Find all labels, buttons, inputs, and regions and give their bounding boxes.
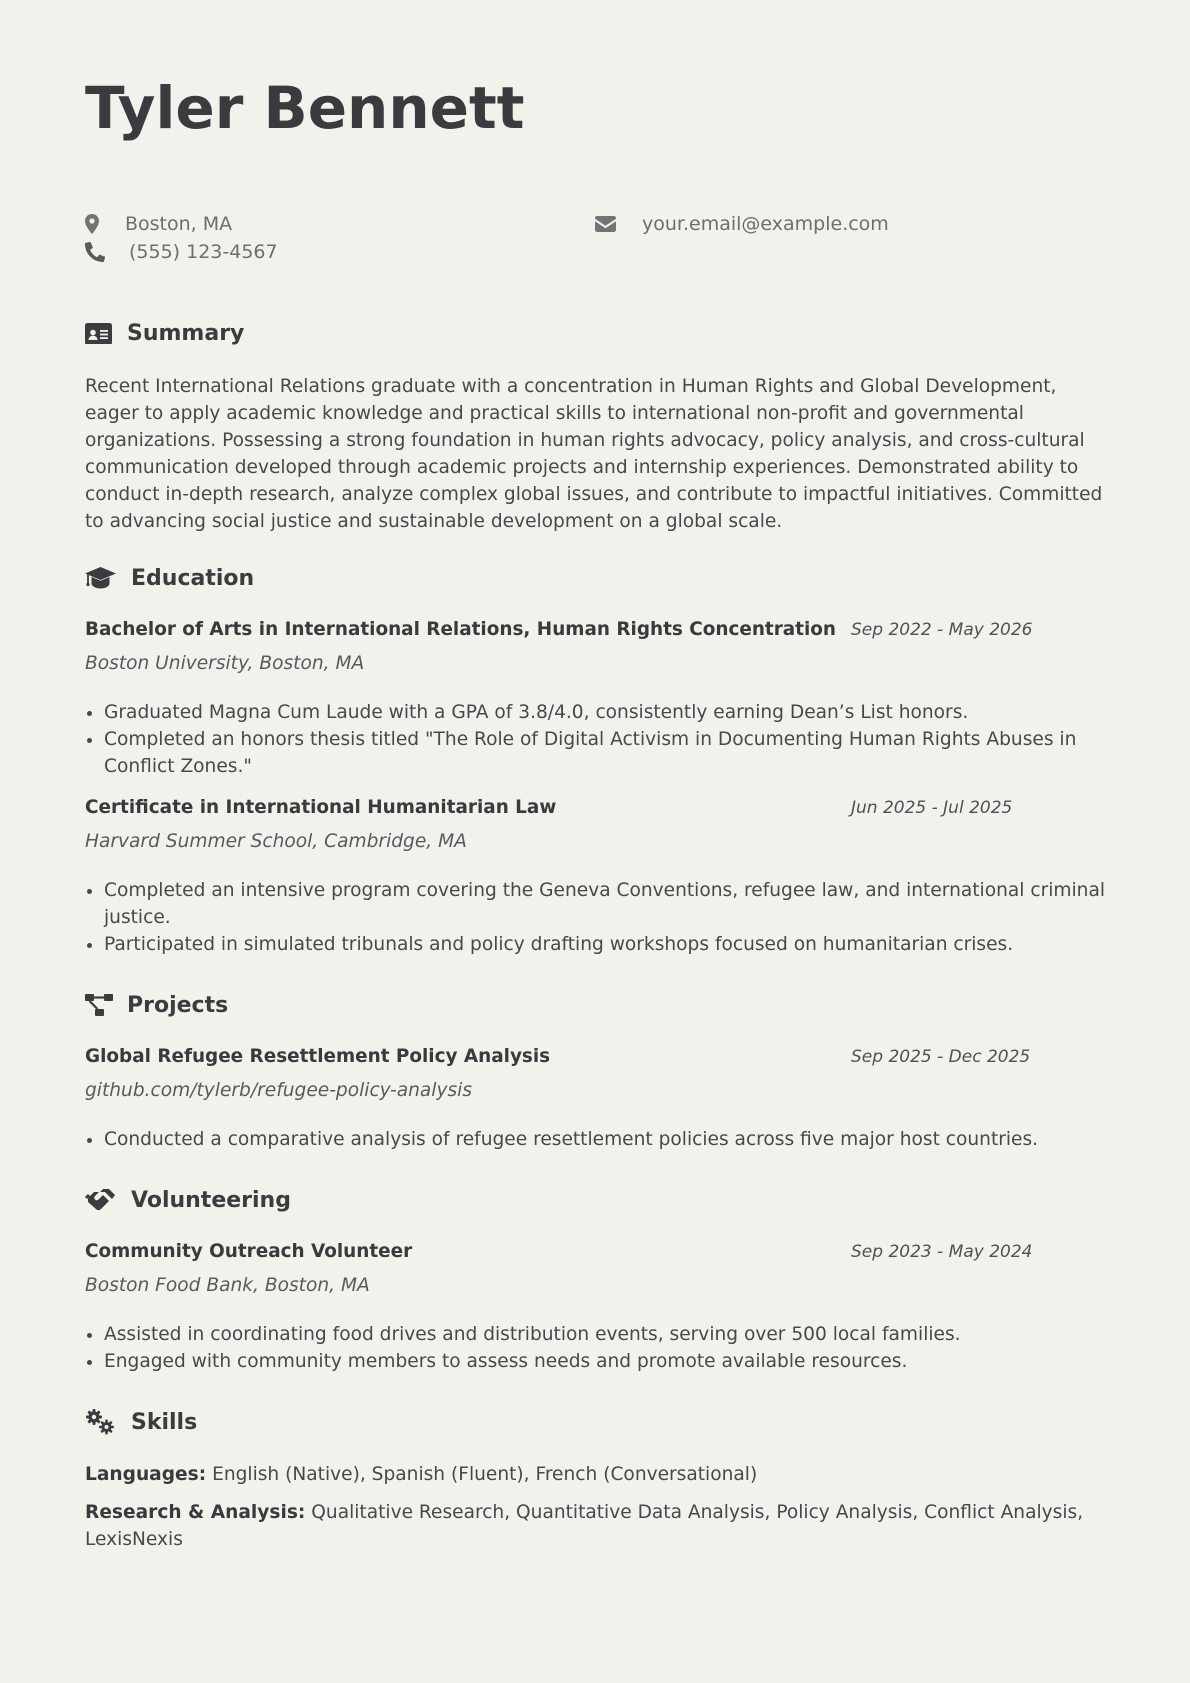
volunteering-heading [85, 1187, 291, 1213]
entry-title: Bachelor of Arts in International Relations, Human Rights Concentration [85, 619, 836, 640]
bullet-item: Completed an honors thesis titled "The Role of Digital Activism in Documenting Human Rights Abuses in Conflict Zones." [85, 726, 1105, 780]
projects-title: Projects [127, 992, 229, 1018]
entry-title: Community Outreach Volunteer [85, 1241, 413, 1262]
phone-icon [85, 241, 105, 263]
entry-subtitle: Harvard Summer School, Cambridge, MA [85, 831, 467, 852]
handshake-icon [85, 1187, 117, 1213]
education-title: Education [131, 565, 255, 591]
bullet-item: Assisted in coordinating food drives and distribution events, serving over 500 local families. [85, 1321, 1105, 1348]
contact-email [595, 211, 889, 237]
education-heading [85, 565, 254, 591]
graduation-cap-icon [85, 565, 117, 591]
candidate-name: Tyler Bennett [85, 74, 525, 142]
gears-icon [85, 1409, 117, 1435]
entry-title: Certificate in International Humanitarian Law [85, 797, 557, 818]
entry-bullets [85, 1126, 1105, 1153]
entry-subtitle: Boston Food Bank, Boston, MA [85, 1275, 370, 1296]
phone-text: (555) 123-4567 [129, 241, 278, 263]
skill-value: English (Native), Spanish (Fluent), French (Conversational) [212, 1464, 758, 1485]
skills-title: Skills [131, 1409, 198, 1435]
entry-bullets [85, 699, 1105, 780]
bullet-item: Completed an intensive program covering the Geneva Conventions, refugee law, and international criminal justice. [85, 877, 1105, 931]
project-link[interactable]: github.com/tylerb/refugee-policy-analysis [85, 1080, 473, 1101]
skill-research [85, 1499, 1105, 1553]
entry-date: Sep 2025 - Dec 2025 [851, 1047, 1031, 1067]
skill-label: Research & Analysis: [85, 1502, 306, 1523]
entry-bullets [85, 1321, 1105, 1375]
skill-value: Qualitative Research, Quantitative Data Analysis, Policy Analysis, Conflict Analysis, LexisNexis [85, 1502, 1084, 1550]
contact-phone [85, 239, 278, 265]
skill-label: Languages: [85, 1464, 207, 1485]
contact-location [85, 211, 232, 237]
summary-text: Recent International Relations graduate with a concentration in Human Rights and Global Development, eager to apply academic knowledge and practical skills to international non-profit and governmental organizations. Possessing a strong foundation in human rights advocacy, policy analysis, and cross-cultural communication developed through academic projects and internship experiences. Demonstrated ability to conduct in-depth research, analyze complex global issues, and contribute to impactful initiatives. Committed to advancing social justice and sustainable development on a global scale. [85, 376, 1103, 532]
entry-date: Jun 2025 - Jul 2025 [851, 798, 1013, 818]
envelope-icon [595, 213, 618, 235]
entry-date: Sep 2023 - May 2024 [851, 1242, 1033, 1262]
summary-heading [85, 320, 244, 346]
project-diagram-icon [85, 992, 113, 1018]
bullet-item: Engaged with community members to assess needs and promote available resources. [85, 1348, 1105, 1375]
entry-subtitle: Boston University, Boston, MA [85, 653, 365, 674]
location-text: Boston, MA [125, 213, 233, 235]
skills-heading [85, 1409, 197, 1435]
summary-title: Summary [127, 320, 245, 346]
bullet-item: Participated in simulated tribunals and policy drafting workshops focused on humanitarian crises. [85, 931, 1105, 958]
bullet-item: Conducted a comparative analysis of refugee resettlement policies across five major host countries. [85, 1126, 1105, 1153]
bullet-item: Graduated Magna Cum Laude with a GPA of 3.8/4.0, consistently earning Dean’s List honors. [85, 699, 1105, 726]
projects-heading [85, 992, 228, 1018]
map-marker-icon [85, 213, 105, 235]
entry-date: Sep 2022 - May 2026 [851, 620, 1033, 640]
skill-languages [85, 1461, 1105, 1488]
entry-bullets [85, 877, 1105, 958]
email-link[interactable]: your.email@example.com [642, 213, 889, 235]
entry-title: Global Refugee Resettlement Policy Analysis [85, 1046, 551, 1067]
volunteering-title: Volunteering [131, 1187, 291, 1213]
id-card-icon [85, 320, 113, 346]
